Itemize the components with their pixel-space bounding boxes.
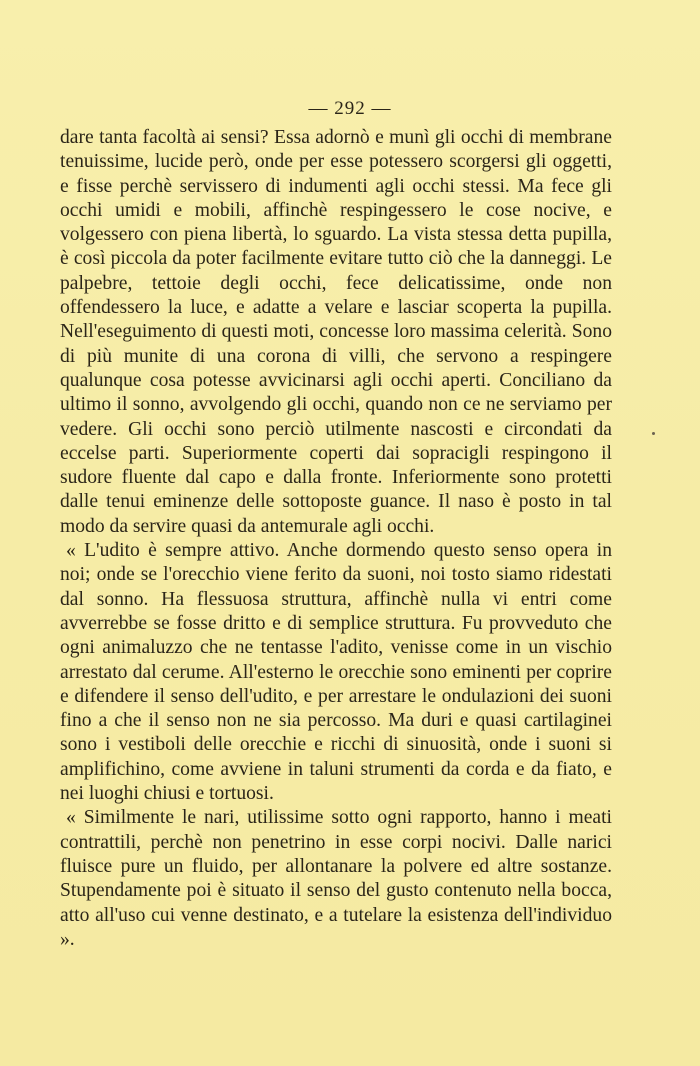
paper-speck: [652, 432, 655, 435]
paragraph-smell-taste: « Similmente le nari, utilissime sotto ogni rapporto, hanno i meati contrattili, perchè non penetrino in esse corpi nocivi. Dalle narici fluisce pure un fluido, per allontanare la polvere ed altre sostanze. Stupendamente poi è situato il senso del gusto contenuto nella bocca, atto all'uso cui venne destinato, e a tutelare la esistenza dell'individuo ».: [60, 807, 612, 950]
paragraph-hearing: « L'udito è sempre attivo. Anche dormendo questo senso opera in noi; onde se l'orecchio viene ferito da suoni, noi tosto siamo ridestati dal sonno. Ha flessuosa struttura, affinchè nulla vi entri come avverrebbe se fosse dritto e di semplice struttura. Fu provveduto che ogni animaluzzo che ne tentasse l'adito, venisse come in un vischio arrestato dal cerume. All'esterno le orecchie sono eminenti per coprire e difendere il senso dell'udito, e per arrestare le ondulazioni dei suoni fino a che il senso non ne sia percosso. Ma duri e quasi cartilaginei sono i vestiboli delle orecchie e ricchi di sinuosità, onde i suoni si amplifichino, come avviene in taluni strumenti da corda e da fiato, e nei luoghi chiusi e tortuosi.: [60, 540, 612, 805]
page-number: — 292 —: [308, 98, 392, 119]
paragraph-eyes: dare tanta facoltà ai sensi? Essa adornò e munì gli occhi di membrane tenuissime, lucide però, onde per esse potessero scorgersi gli oggetti, e fisse perchè servissero di indumenti agli occhi stessi. Ma fece gli occhi umidi e mobili, affinchè respingessero le cose nocive, e volgessero con piena libertà, lo sguardo. La vista stessa detta pupilla, è così piccola da poter facilmente evitare tutto ciò che la danneggi. Le palpebre, tettoie degli occhi, fece delicatissime, onde non offendessero la luce, e adatte a velare e lasciar scoperta la pupilla. Nell'eseguimento di questi moti, concesse loro massima celerità. Sono di più munite di una corona di villi, che servono a respingere qualunque cosa potesse avvicinarsi agli occhi aperti. Conciliano da ultimo il sonno, avvolgendo gli occhi, quando non ce ne serviamo per vedere. Gli occhi sono perciò utilmente nascosti e circondati da eccelse parti. Superiormente coperti dai sopracigli respingono il sudore fluente dal capo e dalla fronte. Inferiormente sono protetti dalle tenui eminenze delle sottoposte guance. Il naso è posto in tal modo da servire quasi da antemurale agli occhi.: [60, 127, 612, 537]
body-text: [60, 126, 612, 952]
